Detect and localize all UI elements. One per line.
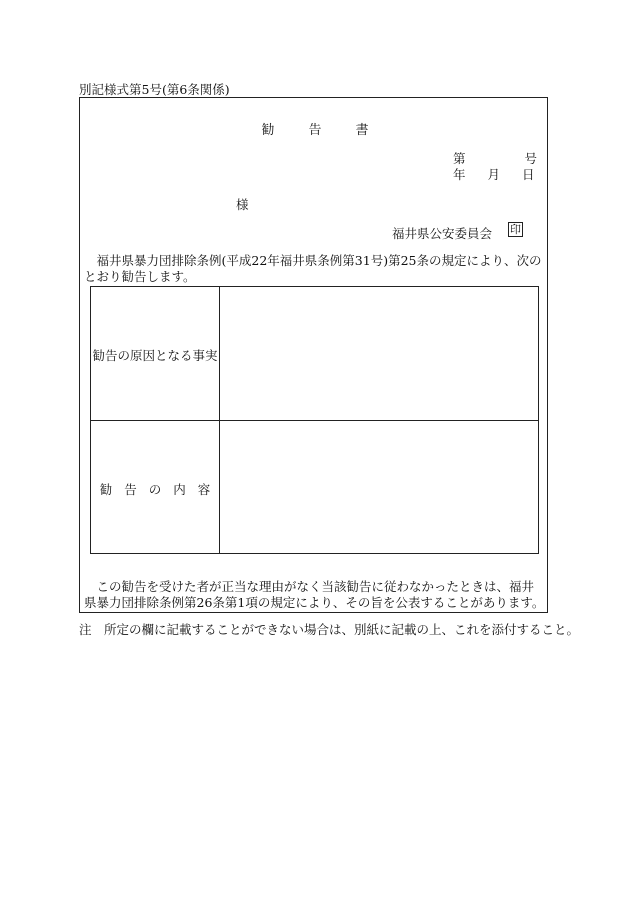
date-month: 月 (487, 167, 501, 182)
table-row-divider (91, 420, 538, 421)
row2-char-2: 告 (124, 482, 137, 497)
footer-paragraph: この勧告を受けた者が正当な理由がなく当該勧告に従わなかったときは、福井県暴力団排除条例第26条第1項の規定により、その旨を公表することがあります。 (84, 579, 545, 610)
recipient-suffix: 様 (236, 197, 249, 212)
date-year: 年 (453, 167, 466, 182)
row-label-cause: 勧告の原因となる事実 (92, 348, 218, 363)
number-suffix: 号 (524, 151, 538, 166)
title-char-2: 告 (308, 123, 322, 138)
number-prefix: 第 (453, 151, 466, 166)
title-char-1: 勧 (261, 123, 275, 138)
row-label-content (91, 480, 219, 498)
issuer-name: 福井県公安委員会 (392, 226, 493, 241)
row2-char-1: 勧 (99, 482, 113, 497)
note-text: 注 所定の欄に記載することができない場合は、別紙に記載の上、これを添付すること。 (79, 622, 580, 637)
document-title (0, 119, 630, 138)
row2-char-5: 容 (197, 482, 211, 497)
seal-mark: 印 (510, 223, 521, 236)
body-paragraph: 福井県暴力団排除条例(平成22年福井県条例第31号)第25条の規定により、次のとおり勧告します。 (84, 253, 542, 284)
recommendation-table (90, 286, 539, 554)
row2-char-4: 内 (173, 482, 186, 497)
document-date-line (453, 165, 535, 183)
row2-char-3: の (148, 482, 162, 497)
title-char-3: 書 (355, 123, 369, 138)
form-caption: 別記様式第5号(第6条関係) (79, 82, 230, 97)
date-day: 日 (522, 167, 535, 182)
